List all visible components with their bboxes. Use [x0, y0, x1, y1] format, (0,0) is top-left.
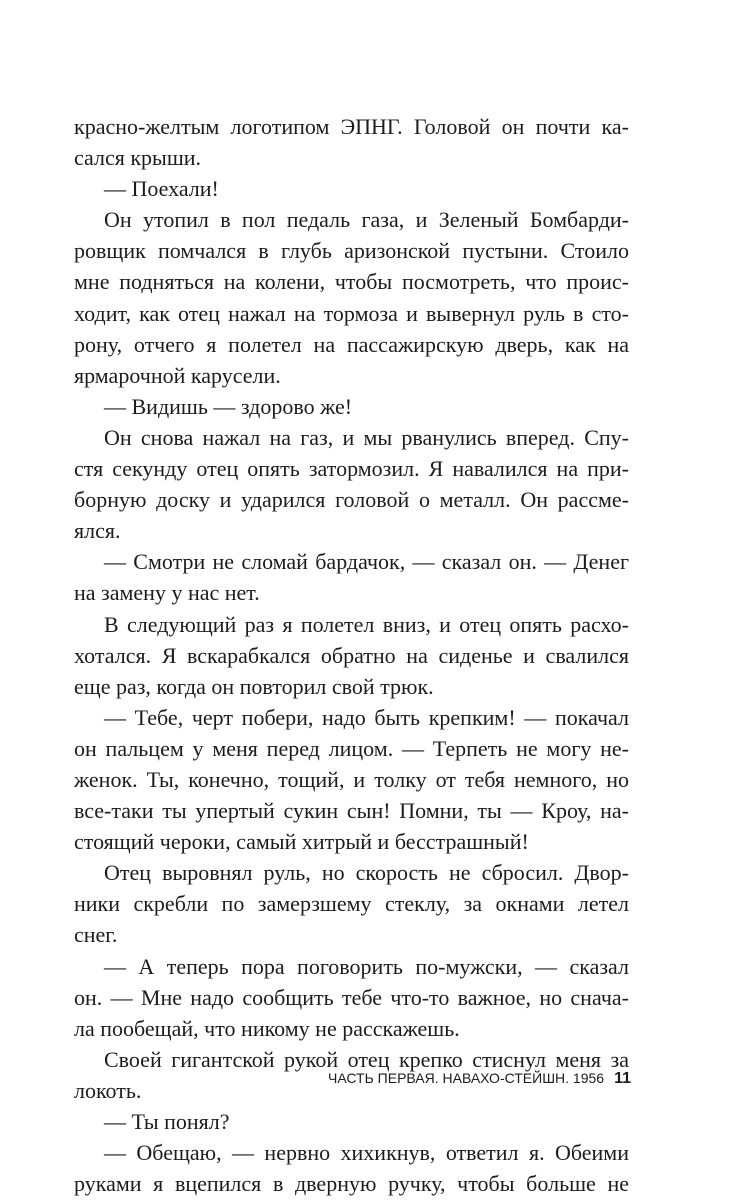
page-footer	[328, 1068, 631, 1089]
text-line: ровщик помчался в глубь аризонской пустыни. Стоило	[74, 238, 629, 264]
text-line: стоящий чероки, самый хитрый и бесстрашный!	[74, 829, 529, 855]
page-number: 11	[614, 1070, 631, 1087]
text-line: рону, отчего я полетел на пассажирскую дверь, как на	[74, 331, 629, 357]
text-line: Он снова нажал на газ, и мы рванулись вперед. Спу-	[104, 424, 629, 450]
text-line: — Обещаю, — нервно хихикнув, ответил я. Обеими	[104, 1140, 629, 1166]
text-line: стя секунду отец опять затормозил. Я навалился на при-	[74, 456, 629, 482]
text-line: — А теперь пора поговорить по-мужски, — сказал	[104, 953, 629, 979]
text-line: еще раз, когда он повторил свой трюк.	[74, 673, 434, 699]
text-line: красно-желтым логотипом ЭПНГ. Головой он почти ка-	[74, 114, 629, 139]
text-line: ялся.	[74, 518, 121, 544]
text-line: ла пообещай, что никому не расскажешь.	[74, 1015, 460, 1041]
running-head: ЧАСТЬ ПЕРВАЯ. НАВАХО-СТЕЙШН. 1956	[328, 1070, 605, 1086]
text-line: на замену у нас нет.	[74, 580, 260, 606]
text-line: Отец выровнял руль, но скорость не сбросил. Двор-	[104, 860, 629, 886]
text-line: — Видишь — здорово же!	[104, 393, 353, 419]
text-line: — Тебе, черт побери, надо быть крепким! — покачал	[104, 704, 629, 730]
text-line: ярмарочной карусели.	[74, 362, 281, 388]
text-line: все-таки ты упертый сукин сын! Помни, ты — Кроу, на-	[74, 798, 629, 824]
text-line: он. — Мне надо сообщить тебе что-то важное, но снача-	[74, 984, 629, 1010]
text-line: В следующий раз я полетел вниз, и отец опять расхо-	[104, 611, 629, 637]
text-line: снег.	[74, 922, 118, 948]
text-line: Своей гигантской рукой отец крепко стиснул меня за	[104, 1046, 629, 1072]
text-line: локоть.	[74, 1077, 142, 1103]
text-line: он пальцем у меня перед лицом. — Терпеть не могу не-	[74, 735, 629, 761]
text-line: руками я вцепился в дверную ручку, чтобы больше не	[74, 1171, 629, 1197]
text-line: ходит, как отец нажал на тормоза и вывернул руль в сто-	[74, 300, 629, 326]
text-line: — Смотри не сломай бардачок, — сказал он. — Денег	[104, 549, 629, 575]
text-line: — Поехали!	[104, 176, 219, 202]
text-line: мне подняться на колени, чтобы посмотреть, что проис-	[74, 269, 629, 295]
text-line: — Ты понял?	[104, 1109, 230, 1134]
text-line: борную доску и ударился головой о металл. Он рассме-	[74, 487, 629, 513]
text-line: женок. Ты, конечно, тощий, и толку от тебя немного, но	[74, 766, 629, 792]
text-line: Он утопил в пол педаль газа, и Зеленый Бомбарди-	[104, 207, 629, 233]
text-line: сался крыши.	[74, 145, 202, 171]
text-line: хотался. Я вскарабкался обратно на сиденье и свалился	[74, 642, 629, 668]
text-line: ники скребли по замерзшему стеклу, за окнами летел	[74, 891, 629, 917]
body-text	[74, 111, 629, 1199]
